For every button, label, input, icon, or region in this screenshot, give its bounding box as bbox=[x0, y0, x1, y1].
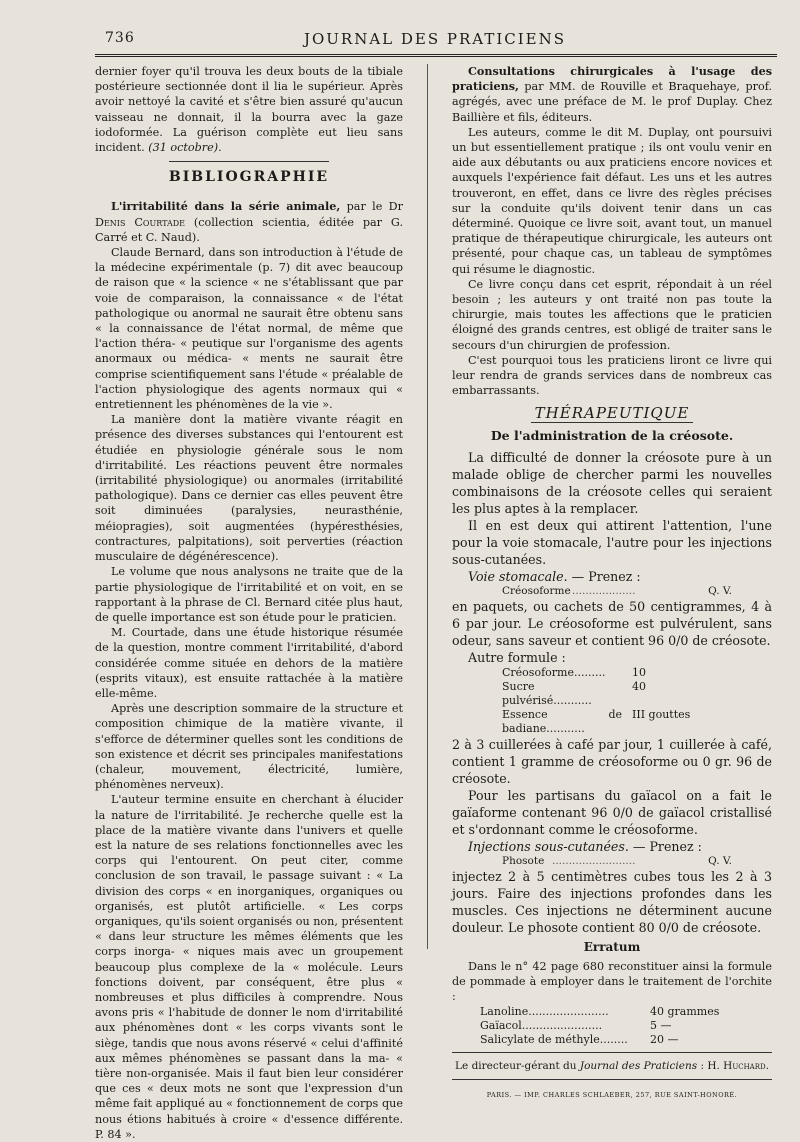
divider bbox=[452, 1079, 772, 1080]
formula-row: Créosoforme......... 10 bbox=[502, 665, 646, 679]
prescription-heading: Voie stomacale. — Prenez : bbox=[468, 568, 641, 584]
book-author: Denis Courtade bbox=[95, 215, 186, 229]
book-title: Consultations chirurgicales à l'usage des praticiens, bbox=[452, 64, 772, 94]
paragraph: Après une description sommaire de la structure et composition chimique de la matière vivante, il s'efforce de déterminer quelles sont les conditions de son existence et décrit ses principales manifestations (chaleur, mouvement, électricité, lumière, phénomènes nerveux). bbox=[95, 702, 403, 792]
paragraph: en paquets, ou cachets de 50 centigrammes, 4 à 6 par jour. Le créosoforme est pulvérulent, sans odeur, sans saveur et contient 96 0/0 de créosote. bbox=[452, 598, 772, 648]
paragraph: Le volume que nous analysons ne traite que de la partie physiologique de l'irritabilité et on voit, en se rapportant à la phrase de Cl. Bernard citée plus haut, de quelle importance est son étude pour le praticien. bbox=[95, 565, 403, 624]
paragraph: C'est pourquoi tous les praticiens liront ce livre qui leur rendra de grands services dans de nombreux cas embarrassants. bbox=[452, 353, 772, 398]
book-entry: L'irritabilité dans la série animale, par le Dr Denis Courtade (collection scientia, éditée par G. Carré et C. Naud). bbox=[95, 199, 403, 244]
paragraph: Les auteurs, comme le dit M. Duplay, ont poursuivi un but essentiellement pratique ; ils ont voulu venir en aide aux débutants ou aux praticiens encore novices et auxquels l'expérience fait défaut. Les uns et les autres trouveront, en effet, dans ce livre des règles précises sur la conduite qu'ils doivent tenir dans un cas déterminé. Quoique ce livre soit, avant tout, un manuel pratique de thérapeutique chirurgicale, les auteurs ont présenté, pour chaque cas, un tableau de symptômes qui résume le diagnostic. bbox=[452, 125, 772, 276]
formula-row: Essence de badiane........... III gouttes bbox=[502, 707, 691, 735]
formula-row: Gaïacol....................... 5 — bbox=[480, 1018, 672, 1032]
imprint: PARIS. — IMP. CHARLES SCHLAEBER, 257, RUE SAINT-HONORÉ. bbox=[486, 1090, 738, 1099]
paragraph: Pour les partisans du gaïacol on a fait le gaïaforme contenant 96 0/0 de gaïacol cristallisé et s'ordonnant comme le créosoforme. bbox=[452, 787, 772, 837]
paragraph: injectez 2 à 5 centimètres cubes tous les 2 à 3 jours. Faire des injections profondes dans les muscles. Ces injections ne déterminent aucune douleur. Le phosote contient 80 0/0 de créosote. bbox=[452, 868, 772, 935]
section-title: BIBLIOGRAPHIE bbox=[168, 169, 330, 186]
journal-title: JOURNAL DES PRATICIENS bbox=[303, 30, 567, 48]
left-column bbox=[95, 64, 403, 1142]
formula-row: Sucre pulvérisé........... 40 bbox=[502, 679, 646, 707]
formula-table bbox=[502, 666, 732, 736]
paragraph: La manière dont la matière vivante réagit en présence des diverses substances qui l'entourent est étudiée en physiologie générale sous le nom d'irritabilité. Les réactions peuvent être normales (irritabilité physiologique) ou anormales (irritabilité pathologique). Dans ce dernier cas elles peuvent être soit diminuées (paralysies, neurasthénie, méiopragies), soit augmentées (hypéresthésies, contractures, palpitations), soit perverties (réaction musculaire de dégénérescence). bbox=[95, 413, 403, 564]
paragraph: La difficulté de donner la créosote pure à un malade oblige de chercher parmi les nouvelles combinaisons de la créosote celles qui seraient les plus aptes à la remplacer. bbox=[452, 449, 772, 516]
erratum-title: Erratum bbox=[583, 939, 641, 954]
date-note: (31 octobre). bbox=[148, 141, 222, 155]
paragraph: Dans le n° 42 page 680 reconstituer ainsi la formule de pommade à employer dans le traitement de l'orchite : bbox=[452, 960, 772, 1004]
divider bbox=[169, 161, 329, 162]
page-number: 736 bbox=[105, 30, 135, 46]
prescription-line: Créosoforme ................... Q. V. bbox=[502, 584, 732, 597]
prescription-line: Phosote ......................... Q. V. bbox=[502, 854, 732, 867]
paragraph: Claude Bernard, dans son introduction à l'étude de la médecine expérimentale (p. 7) dit avec beaucoup de raison que « la science « ne s'établissant que par voie de comparaison, la connaissance « de l'état pathologique ou anormal ne saurait être obtenu sans « la connaissance de l'état normal, de même que l'action théra- « peutique sur l'organisme des agents anormaux ou médica- « ments ne saurait être comprise scientifiquement sans l'étude « préalable de l'action physiologique des agents normaux qui « entretiennent les phénomènes de la vie ». bbox=[95, 246, 403, 412]
page-header bbox=[95, 30, 775, 52]
paragraph: Autre formule : bbox=[468, 649, 566, 665]
divider bbox=[452, 1052, 772, 1053]
book-entry: Consultations chirurgicales à l'usage des praticiens, par MM. de Rouville et Braquehaye, prof. agrégés, avec une préface de M. le prof Duplay. Chez Baillière et fils, éditeurs. bbox=[452, 64, 772, 124]
formula-row: Salicylate de méthyle........ 20 — bbox=[480, 1032, 679, 1046]
paragraph: Il en est deux qui attirent l'attention, l'une pour la voie stomacale, l'autre pour les injections sous-cutanées. bbox=[452, 517, 772, 567]
paragraph: 2 à 3 cuillerées à café par jour, 1 cuillerée à café, contient 1 gramme de créosoforme ou 0 gr. 96 de créosote. bbox=[452, 736, 772, 786]
paragraph: M. Courtade, dans une étude historique résumée de la question, montre comment l'irritabilité, d'abord considérée comme située en dehors de la matière (esprits vitaux), est ensuite rattachée à la matière elle-même. bbox=[95, 626, 403, 700]
article-title: De l'administration de la créosote. bbox=[490, 427, 734, 443]
prescription-heading: Injections sous-cutanées. — Prenez : bbox=[468, 838, 702, 854]
paragraph: dernier foyer qu'il trouva les deux bouts de la tibiale postérieure sectionnée dont il lia le supérieur. Après avoir nettoyé la cavité et s'être bien assuré qu'aucun vaisseau ne donnait, il la bourra avec la gaze iodoformée. La guérison complète eut lieu sans incident. (31 octobre). bbox=[95, 65, 403, 155]
right-column bbox=[452, 64, 772, 1103]
book-title: L'irritabilité dans la série animale, bbox=[111, 199, 341, 214]
column-divider bbox=[427, 64, 428, 949]
paragraph: L'auteur termine ensuite en cherchant à élucider la nature de l'irritabilité. Je recherche quelle est la place de la matière vivante dans l'univers et quelle est la nature de ses relations fonctionnelles avec les corps qui l'entourent. On peut citer, comme conclusion de son travail, le passage suivant : « La division des corps « en inorganiques, organiques ou organisés, est plutôt artificielle. « Les corps organiques, qu'ils soient organisés ou non, présentent « dans leur structure les mêmes éléments que les corps inorga- « niques mais avec un groupement beaucoup plus complexe de la « molécule. Leurs fonctions doivent, par conséquent, être plus « nombreuses et plus difficiles à comprendre. Nous avons pris « l'habitude de donner le nom d'irritabilité aux phénomènes dont « les corps vivants sont le siège, tandis que nous avons réservé « celui d'affinité aux mêmes phénomènes se passant dans la ma- « tière non-organisée. Mais il faut bien leur considérer que ces « deux mots ne sont que l'expression d'un même fait appliqué au « fonctionnement de corps que nous étions habitués à croire « d'essence différente. P. 84 ». bbox=[95, 793, 403, 1141]
paragraph: Ce livre conçu dans cet esprit, répondait à un réel besoin ; les auteurs y ont traité non pas toute la chirurgie, mais toutes les affections que le praticien éloigné des grands centres, est obligé de traiter sans le secours d'un chirurgien de profession. bbox=[452, 277, 772, 352]
formula-row: Lanoline....................... 40 grammes bbox=[480, 1004, 720, 1018]
header-rule bbox=[95, 54, 777, 57]
section-title: THÉRAPEUTIQUE bbox=[452, 406, 772, 421]
signature-line: Le directeur-gérant du Journal des Praticiens : H. Huchard. bbox=[455, 1059, 769, 1072]
